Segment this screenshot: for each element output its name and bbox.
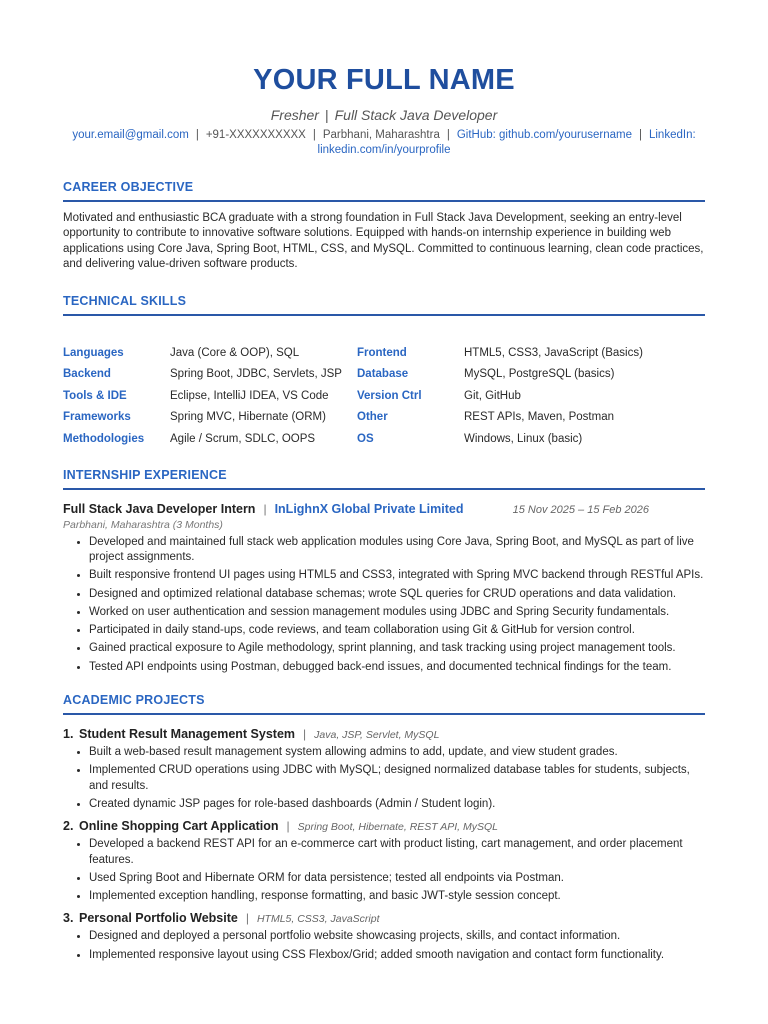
skill-value: MySQL, PostgreSQL (basics) bbox=[464, 368, 615, 381]
skill-label: Version Ctrl bbox=[357, 389, 422, 402]
job-header bbox=[63, 502, 705, 516]
skill-value: Windows, Linux (basic) bbox=[464, 432, 583, 445]
list-item: • Participated in daily stand-ups, code reviews, and team collaboration using Git & GitHub for version control. bbox=[89, 623, 705, 638]
skill-label: Tools & IDE bbox=[63, 389, 127, 402]
skill-row bbox=[63, 342, 705, 364]
skill-value: Java (Core & OOP), SQL bbox=[170, 346, 300, 359]
list-item: • Gained practical exposure to Agile methodology, sprint planning, and task tracking using project management tools. bbox=[89, 641, 705, 656]
internship-bullets bbox=[63, 535, 705, 675]
section-title-objective: CAREER OBJECTIVE bbox=[63, 180, 705, 202]
job-title: Full Stack Java Developer Intern bbox=[63, 501, 256, 516]
project-title: Online Shopping Cart Application bbox=[79, 819, 279, 834]
section-title-internship: INTERNSHIP EXPERIENCE bbox=[63, 468, 705, 490]
skill-row bbox=[63, 385, 705, 407]
full-name: YOUR FULL NAME bbox=[253, 64, 515, 96]
job-company: InLighnX Global Private Limited bbox=[274, 501, 464, 516]
skill-row bbox=[63, 428, 705, 450]
phone-text: +91-XXXXXXXXXX bbox=[205, 129, 306, 141]
level-text: Fresher bbox=[270, 107, 319, 123]
section-title-skills: TECHNICAL SKILLS bbox=[63, 294, 705, 316]
project-separator: | bbox=[286, 819, 290, 834]
project-bullets bbox=[63, 745, 705, 812]
linkedin-link[interactable]: linkedin.com/in/yourprofile bbox=[317, 144, 451, 156]
skill-value: REST APIs, Maven, Postman bbox=[464, 411, 614, 424]
contact-separator: | bbox=[638, 129, 642, 141]
contact-line bbox=[63, 128, 705, 158]
skill-label: Frontend bbox=[357, 346, 407, 359]
list-item: • Built a web-based result management system allowing admins to add, update, and view student grades. bbox=[89, 745, 705, 760]
skill-value: Spring Boot, JDBC, Servlets, JSP bbox=[170, 368, 342, 381]
project-number: 3. bbox=[63, 911, 74, 926]
project-title: Student Result Management System bbox=[79, 727, 296, 742]
skill-value: Eclipse, IntelliJ IDEA, VS Code bbox=[170, 389, 329, 402]
list-item: • Tested API endpoints using Postman, debugged back-end issues, and documented technical findings for the team. bbox=[89, 660, 705, 675]
list-item: • Implemented responsive layout using CSS Flexbox/Grid; added smooth navigation and contact form functionality. bbox=[89, 948, 705, 963]
skill-label: Frameworks bbox=[63, 411, 131, 424]
project-separator: | bbox=[245, 911, 249, 926]
skill-label: Languages bbox=[63, 346, 124, 359]
linkedin-label[interactable]: LinkedIn: bbox=[648, 129, 696, 141]
list-item: • Created dynamic JSP pages for role-based dashboards (Admin / Student login). bbox=[89, 797, 705, 812]
project-number: 1. bbox=[63, 727, 74, 742]
contact-separator: | bbox=[195, 129, 199, 141]
list-item: • Designed and optimized relational database schemas; wrote SQL queries for CRUD operations and data validation. bbox=[89, 587, 705, 602]
skill-label: Other bbox=[357, 411, 388, 424]
job-separator: | bbox=[263, 501, 267, 516]
project-tech: Java, JSP, Servlet, MySQL bbox=[314, 729, 440, 742]
project-header bbox=[63, 727, 705, 741]
skill-value: HTML5, CSS3, JavaScript (Basics) bbox=[464, 346, 643, 359]
job-dates: 15 Nov 2025 – 15 Feb 2026 bbox=[512, 503, 649, 516]
location-text: Parbhani, Maharashtra bbox=[322, 129, 440, 141]
github-link[interactable]: GitHub: github.com/yourusername bbox=[456, 129, 632, 141]
list-item: • Worked on user authentication and session management modules using JDBC and Spring Security fundamentals. bbox=[89, 605, 705, 620]
contact-separator: | bbox=[446, 129, 450, 141]
skill-row bbox=[63, 364, 705, 386]
section-title-projects: ACADEMIC PROJECTS bbox=[63, 693, 705, 715]
skill-label: OS bbox=[357, 432, 374, 445]
role-text: Full Stack Java Developer bbox=[334, 107, 498, 123]
skill-label: Backend bbox=[63, 368, 111, 381]
project-tech: Spring Boot, Hibernate, REST API, MySQL bbox=[297, 821, 499, 834]
project-header bbox=[63, 911, 705, 925]
project-bullets bbox=[63, 929, 705, 963]
subtitle-separator: | bbox=[324, 107, 329, 123]
project-bullets bbox=[63, 837, 705, 904]
list-item: • Implemented exception handling, response formatting, and basic JWT-style session concept. bbox=[89, 889, 705, 904]
skill-label: Database bbox=[357, 368, 409, 381]
list-item: • Developed a backend REST API for an e-commerce cart with product listing, cart management, and order placement features. bbox=[89, 837, 705, 868]
skill-value: Spring MVC, Hibernate (ORM) bbox=[170, 411, 326, 424]
subtitle bbox=[63, 106, 705, 124]
skill-row bbox=[63, 407, 705, 429]
project-separator: | bbox=[303, 727, 307, 742]
skill-label: Methodologies bbox=[63, 432, 145, 445]
project-header bbox=[63, 819, 705, 833]
job-location: Parbhani, Maharashtra (3 Months) bbox=[63, 518, 223, 531]
list-item: • Used Spring Boot and Hibernate ORM for data persistence; tested all endpoints via Postman. bbox=[89, 871, 705, 886]
list-item: • Developed and maintained full stack web application modules using Core Java, Spring Boot, and MySQL as part of live project assignments. bbox=[89, 535, 705, 566]
skills-table bbox=[63, 342, 705, 450]
email-link[interactable]: your.email@gmail.com bbox=[72, 129, 189, 141]
project-title: Personal Portfolio Website bbox=[79, 911, 238, 926]
list-item: • Implemented CRUD operations using JDBC with MySQL; designed normalized database tables for students, subjects, and results. bbox=[89, 763, 705, 794]
objective-text: Motivated and enthusiastic BCA graduate with a strong foundation in Full Stack Java Development, seeking an entry-level opportunity to contribute to innovative software solutions. Equipped with hands-on internship experience in building web applications using Core Java, Spring Boot, HTML, CSS, and MySQL. Committed to continuous learning, clean code practices, and delivering value-driven software products. bbox=[63, 212, 704, 270]
list-item: • Designed and deployed a personal portfolio website showcasing projects, skills, and contact information. bbox=[89, 929, 705, 944]
skill-value: Git, GitHub bbox=[464, 389, 521, 402]
project-tech: HTML5, CSS3, JavaScript bbox=[256, 913, 380, 926]
contact-separator: | bbox=[312, 129, 316, 141]
project-number: 2. bbox=[63, 819, 74, 834]
list-item: • Built responsive frontend UI pages using HTML5 and CSS3, integrated with Spring MVC backend through RESTful APIs. bbox=[89, 568, 705, 583]
skill-value: Agile / Scrum, SDLC, OOPS bbox=[170, 432, 316, 445]
